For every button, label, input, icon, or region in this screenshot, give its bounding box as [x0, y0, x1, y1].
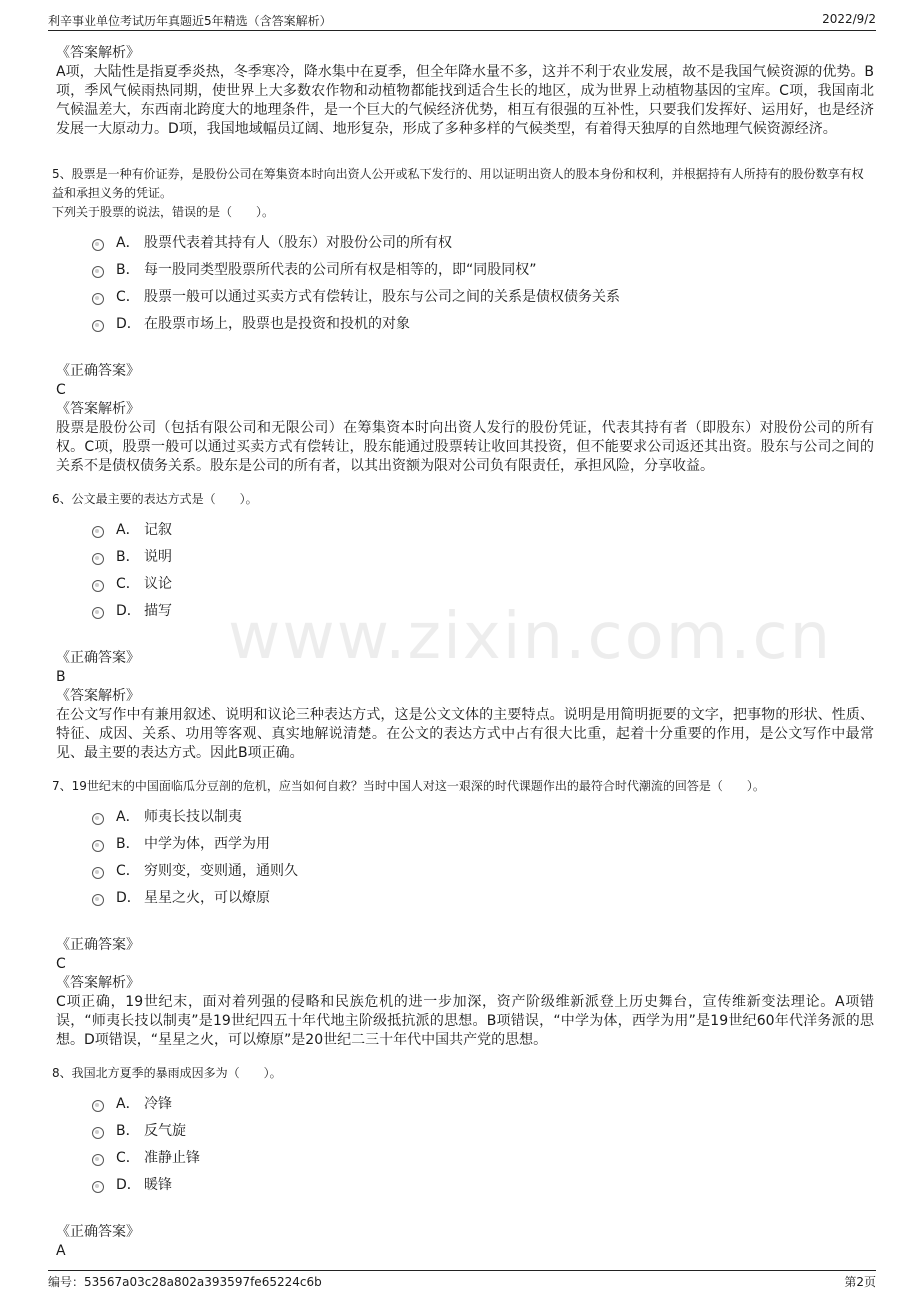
option-text: 股票一般可以通过买卖方式有偿转让，股东与公司之间的关系是债权债务关系	[144, 288, 620, 305]
option-letter: C．	[116, 1149, 140, 1166]
question-stem: 7、19世纪末的中国面临瓜分豆剖的危机，应当如何自救？当时中国人对这一艰深的时代课题作出的最符合时代潮流的回答是（ ）。	[52, 779, 765, 793]
option-letter: A．	[116, 1095, 140, 1112]
radio-icon[interactable]	[92, 1127, 104, 1139]
option-text: 股票代表着其持有人（股东）对股份公司的所有权	[144, 234, 452, 251]
option-text: 每一股同类型股票所代表的公司所有权是相等的，即“同股同权”	[144, 261, 537, 278]
radio-icon[interactable]	[92, 894, 104, 906]
options-list	[92, 515, 874, 623]
option-a[interactable]	[92, 802, 874, 829]
watermark: www.zixin.com.cn	[228, 600, 833, 674]
correct-answer-label: 《正确答案》	[56, 650, 140, 666]
question-stem: 6、公文最主要的表达方式是（ ）。	[52, 492, 258, 506]
radio-icon[interactable]	[92, 1181, 104, 1193]
question-5	[52, 165, 874, 476]
option-a[interactable]	[92, 1089, 874, 1116]
analysis-label: 《答案解析》	[56, 45, 140, 61]
option-d[interactable]	[92, 1170, 874, 1197]
question-prompt: 下列关于股票的说法，错误的是（ ）。	[52, 205, 275, 219]
correct-answer-label: 《正确答案》	[56, 1224, 140, 1240]
options-list	[92, 1089, 874, 1197]
option-b[interactable]	[92, 542, 874, 569]
radio-icon[interactable]	[92, 607, 104, 619]
correct-answer: C	[56, 956, 66, 972]
option-text: 中学为体，西学为用	[144, 835, 270, 852]
analysis-label: 《答案解析》	[56, 975, 140, 991]
page-header	[48, 12, 876, 31]
correct-answer: A	[56, 1243, 66, 1259]
option-text: 记叙	[144, 521, 172, 538]
question-7	[52, 777, 874, 1050]
analysis-text: 在公文写作中有兼用叙述、说明和议论三种表达方式，这是公文文体的主要特点。说明是用简明扼要的文字，把事物的形状、性质、特征、成因、关系、功用等客观、真实地解说清楚。在公文的表达方式中占有很大比重，起着十分重要的作用，是公文写作中最常见、最主要的表达方式。因此B项正确。	[56, 707, 874, 761]
document-body	[52, 44, 874, 1261]
option-text: 在股票市场上，股票也是投资和投机的对象	[144, 315, 410, 332]
radio-icon[interactable]	[92, 1154, 104, 1166]
option-c[interactable]	[92, 569, 874, 596]
page-footer	[48, 1270, 876, 1291]
analysis-text: 股票是股份公司（包括有限公司和无限公司）在筹集资本时向出资人发行的股份凭证，代表其持有者（即股东）对股份公司的所有权。C项，股票一般可以通过买卖方式有偿转让，股东能通过股票转让收回其投资，但不能要求公司返还其出资。股东与公司之间的关系不是债权债务关系。股东是公司的所有者，以其出资额为限对公司负有限责任，承担风险，分享收益。	[56, 420, 874, 474]
option-a[interactable]	[92, 515, 874, 542]
analysis-label: 《答案解析》	[56, 401, 140, 417]
option-letter: D．	[116, 602, 141, 619]
analysis-text: A项，大陆性是指夏季炎热，冬季寒冷，降水集中在夏季，但全年降水量不多，这并不利于农业发展，故不是我国气候资源的优势。B项，季风气候雨热同期，使世界上大多数农作物和动植物都能找到适合生长的地区，成为世界上动植物基因的宝库。C项，我国南北气候温差大，东西南北跨度大的地理条件，是一个巨大的气候经济优势，相互有很强的互补性，只要我们发挥好、运用好，也是经济发展一大原动力。D项，我国地域幅员辽阔、地形复杂，形成了多种多样的气候类型，有着得天独厚的自然地理气候资源经济。	[56, 64, 874, 137]
document-date: 2022/9/2	[822, 12, 876, 26]
option-text: 师夷长技以制夷	[144, 808, 242, 825]
options-list	[92, 802, 874, 910]
radio-icon[interactable]	[92, 239, 104, 251]
option-text: 暖锋	[144, 1176, 172, 1193]
radio-icon[interactable]	[92, 580, 104, 592]
option-letter: B．	[116, 548, 140, 565]
option-letter: C．	[116, 288, 140, 305]
analysis-text: C项正确，19世纪末，面对着列强的侵略和民族危机的进一步加深，资产阶级维新派登上历史舞台，宣传维新变法理论。A项错误，“师夷长技以制夷”是19世纪四五十年代地主阶级抵抗派的思想。B项错误，“中学为体，西学为用”是19世纪60年代洋务派的思想。D项错误，“星星之火，可以燎原”是20世纪二三十年代中国共产党的思想。	[56, 994, 874, 1048]
option-d[interactable]	[92, 596, 874, 623]
radio-icon[interactable]	[92, 553, 104, 565]
option-letter: B．	[116, 835, 140, 852]
radio-icon[interactable]	[92, 293, 104, 305]
option-letter: A．	[116, 808, 140, 825]
option-d[interactable]	[92, 309, 874, 336]
question-stem: 5、股票是一种有价证券，是股份公司在筹集资本时向出资人公开或私下发行的、用以证明出资人的股本身份和权利，并根据持有人所持有的股份数享有权益和承担义务的凭证。	[52, 167, 864, 200]
radio-icon[interactable]	[92, 320, 104, 332]
option-text: 反气旋	[144, 1122, 186, 1139]
correct-answer: B	[56, 669, 66, 685]
radio-icon[interactable]	[92, 526, 104, 538]
document-code: 编号：53567a03c28a802a393597fe65224c6b	[48, 1275, 322, 1289]
radio-icon[interactable]	[92, 813, 104, 825]
option-letter: D．	[116, 1176, 141, 1193]
option-text: 议论	[144, 575, 172, 592]
question-6	[52, 490, 874, 763]
page-number: 第2页	[844, 1275, 876, 1289]
option-c[interactable]	[92, 282, 874, 309]
option-b[interactable]	[92, 829, 874, 856]
correct-answer-label: 《正确答案》	[56, 363, 140, 379]
option-c[interactable]	[92, 1143, 874, 1170]
option-text: 穷则变，变则通，通则久	[144, 862, 298, 879]
option-text: 说明	[144, 548, 172, 565]
options-list	[92, 228, 874, 336]
correct-answer-label: 《正确答案》	[56, 937, 140, 953]
option-letter: D．	[116, 315, 141, 332]
option-a[interactable]	[92, 228, 874, 255]
option-text: 星星之火，可以燎原	[144, 889, 270, 906]
option-letter: C．	[116, 862, 140, 879]
question-stem: 8、我国北方夏季的暴雨成因多为（ ）。	[52, 1066, 282, 1080]
option-text: 冷锋	[144, 1095, 172, 1112]
option-b[interactable]	[92, 255, 874, 282]
option-letter: B．	[116, 1122, 140, 1139]
radio-icon[interactable]	[92, 867, 104, 879]
option-letter: B．	[116, 261, 140, 278]
question-8	[52, 1064, 874, 1261]
option-text: 准静止锋	[144, 1149, 200, 1166]
radio-icon[interactable]	[92, 1100, 104, 1112]
option-letter: A．	[116, 234, 140, 251]
option-letter: A．	[116, 521, 140, 538]
analysis-label: 《答案解析》	[56, 688, 140, 704]
option-letter: D．	[116, 889, 141, 906]
option-c[interactable]	[92, 856, 874, 883]
option-d[interactable]	[92, 883, 874, 910]
correct-answer: C	[56, 382, 66, 398]
option-b[interactable]	[92, 1116, 874, 1143]
radio-icon[interactable]	[92, 840, 104, 852]
document-title: 利辛事业单位考试历年真题近5年精选（含答案解析）	[48, 14, 332, 28]
radio-icon[interactable]	[92, 266, 104, 278]
option-text: 描写	[144, 602, 172, 619]
option-letter: C．	[116, 575, 140, 592]
